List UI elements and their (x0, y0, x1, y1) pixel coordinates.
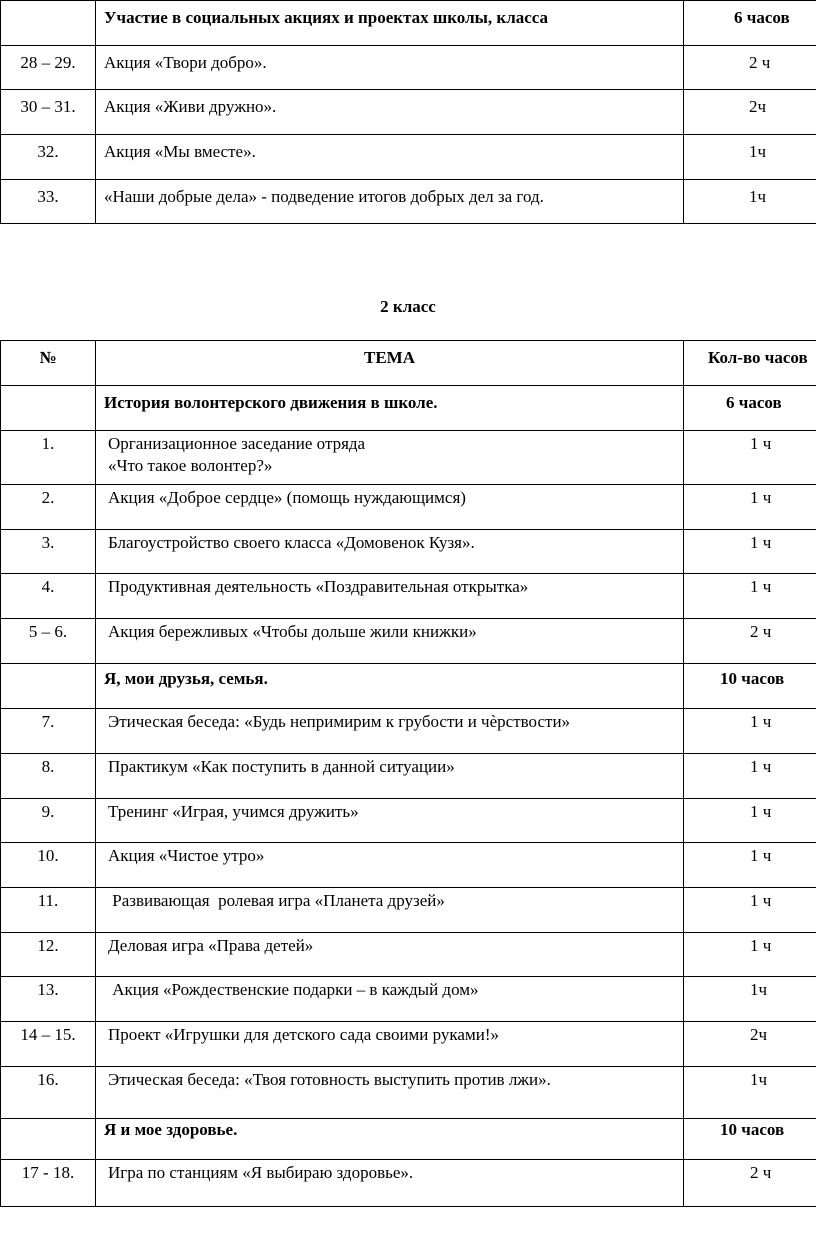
section-title: Участие в социальных акциях и проектах школы, класса (96, 1, 684, 46)
table-row (1, 574, 816, 619)
table-row (1, 933, 816, 977)
row-topic: Развивающая ролевая игра «Планета друзей» (96, 888, 684, 933)
row-num: 10. (1, 843, 96, 888)
class-title: 2 класс (380, 297, 436, 316)
table-row (1, 1160, 816, 1207)
row-num: 1. (1, 431, 96, 485)
table-row (1, 485, 816, 530)
section-row (1, 386, 816, 431)
section-title: Я, мои друзья, семья. (96, 664, 684, 709)
row-topic: Игра по станциям «Я выбираю здоровье». (96, 1160, 684, 1207)
num-cell (1, 1, 96, 46)
section-row (1, 664, 816, 709)
table-row (1, 180, 816, 224)
row-hours: 1 ч (684, 709, 816, 754)
row-hours: 2 ч (684, 619, 816, 664)
row-hours: 1 ч (684, 799, 816, 843)
row-hours: 1ч (684, 977, 816, 1022)
row-hours: 2 ч (684, 46, 816, 90)
row-num: 17 - 18. (1, 1160, 96, 1207)
table-row (1, 135, 816, 180)
row-hours: 1 ч (684, 933, 816, 977)
header-topic: ТЕМА (96, 341, 684, 386)
section-row (1, 1119, 816, 1160)
row-hours: 1 ч (684, 431, 816, 485)
header-hours: Кол-во часов (684, 341, 816, 386)
row-topic: Деловая игра «Права детей» (96, 933, 684, 977)
row-hours: 1 ч (684, 530, 816, 574)
table-row (1, 799, 816, 843)
row-num: 14 – 15. (1, 1022, 96, 1067)
row-topic: Проект «Игрушки для детского сада своими руками!» (96, 1022, 684, 1067)
row-topic: Продуктивная деятельность «Поздравительная открытка» (96, 574, 684, 619)
section-title: История волонтерского движения в школе. (96, 386, 684, 431)
row-hours: 1 ч (684, 574, 816, 619)
row-topic: Акция «Чистое утро» (96, 843, 684, 888)
table-row (1, 1067, 816, 1119)
row-hours: 1ч (684, 180, 816, 224)
table-row (1, 90, 816, 135)
row-topic: Благоустройство своего класса «Домовенок Кузя». (96, 530, 684, 574)
row-hours: 1 ч (684, 485, 816, 530)
section-hours: 10 часов (684, 1119, 816, 1160)
num-cell (1, 664, 96, 709)
row-num: 9. (1, 799, 96, 843)
row-topic-line1: Организационное заседание отряда (108, 434, 366, 453)
row-num: 5 – 6. (1, 619, 96, 664)
row-num: 8. (1, 754, 96, 799)
header-row (1, 341, 816, 386)
row-topic-line2: «Что такое волонтер?» (108, 456, 273, 475)
row-num: 33. (1, 180, 96, 224)
table-row (1, 1022, 816, 1067)
header-num: № (1, 341, 96, 386)
row-topic: Этическая беседа: «Твоя готовность выступить против лжи». (96, 1067, 684, 1119)
row-topic: Акция «Доброе сердце» (помощь нуждающимся) (96, 485, 684, 530)
table-row (1, 754, 816, 799)
row-topic: Акция «Рождественские подарки – в каждый дом» (96, 977, 684, 1022)
table-row (1, 46, 816, 90)
table-row (1, 843, 816, 888)
table-class-2 (0, 340, 816, 1207)
row-hours: 1ч (684, 1067, 816, 1119)
table-row (1, 709, 816, 754)
row-topic: Акция «Живи дружно». (96, 90, 684, 135)
row-hours: 2ч (684, 90, 816, 135)
row-topic: Этическая беседа: «Будь непримирим к грубости и чѐрствости» (96, 709, 684, 754)
num-cell (1, 386, 96, 431)
table-row (1, 888, 816, 933)
row-hours: 2ч (684, 1022, 816, 1067)
row-num: 32. (1, 135, 96, 180)
row-num: 4. (1, 574, 96, 619)
table-row (1, 619, 816, 664)
row-num: 2. (1, 485, 96, 530)
row-hours: 1ч (684, 135, 816, 180)
row-topic: Акция «Мы вместе». (96, 135, 684, 180)
row-num: 28 – 29. (1, 46, 96, 90)
section-title: Я и мое здоровье. (96, 1119, 684, 1160)
table-social-actions (0, 0, 816, 224)
row-topic: Тренинг «Играя, учимся дружить» (96, 799, 684, 843)
num-cell (1, 1119, 96, 1160)
table-row (1, 977, 816, 1022)
row-topic: Акция «Твори добро». (96, 46, 684, 90)
section-hours: 6 часов (684, 1, 816, 46)
row-topic (96, 431, 684, 485)
row-hours: 1 ч (684, 754, 816, 799)
row-num: 16. (1, 1067, 96, 1119)
row-num: 30 – 31. (1, 90, 96, 135)
row-hours: 2 ч (684, 1160, 816, 1207)
row-hours: 1 ч (684, 843, 816, 888)
row-num: 11. (1, 888, 96, 933)
section-hours: 10 часов (684, 664, 816, 709)
table-row (1, 530, 816, 574)
row-topic: Акция бережливых «Чтобы дольше жили книжки» (96, 619, 684, 664)
row-topic: Практикум «Как поступить в данной ситуации» (96, 754, 684, 799)
row-num: 3. (1, 530, 96, 574)
row-num: 12. (1, 933, 96, 977)
row-hours: 1 ч (684, 888, 816, 933)
table-row (1, 431, 816, 485)
section-hours: 6 часов (684, 386, 816, 431)
row-num: 13. (1, 977, 96, 1022)
section-row (1, 1, 816, 46)
row-num: 7. (1, 709, 96, 754)
row-topic: «Наши добрые дела» - подведение итогов добрых дел за год. (96, 180, 684, 224)
